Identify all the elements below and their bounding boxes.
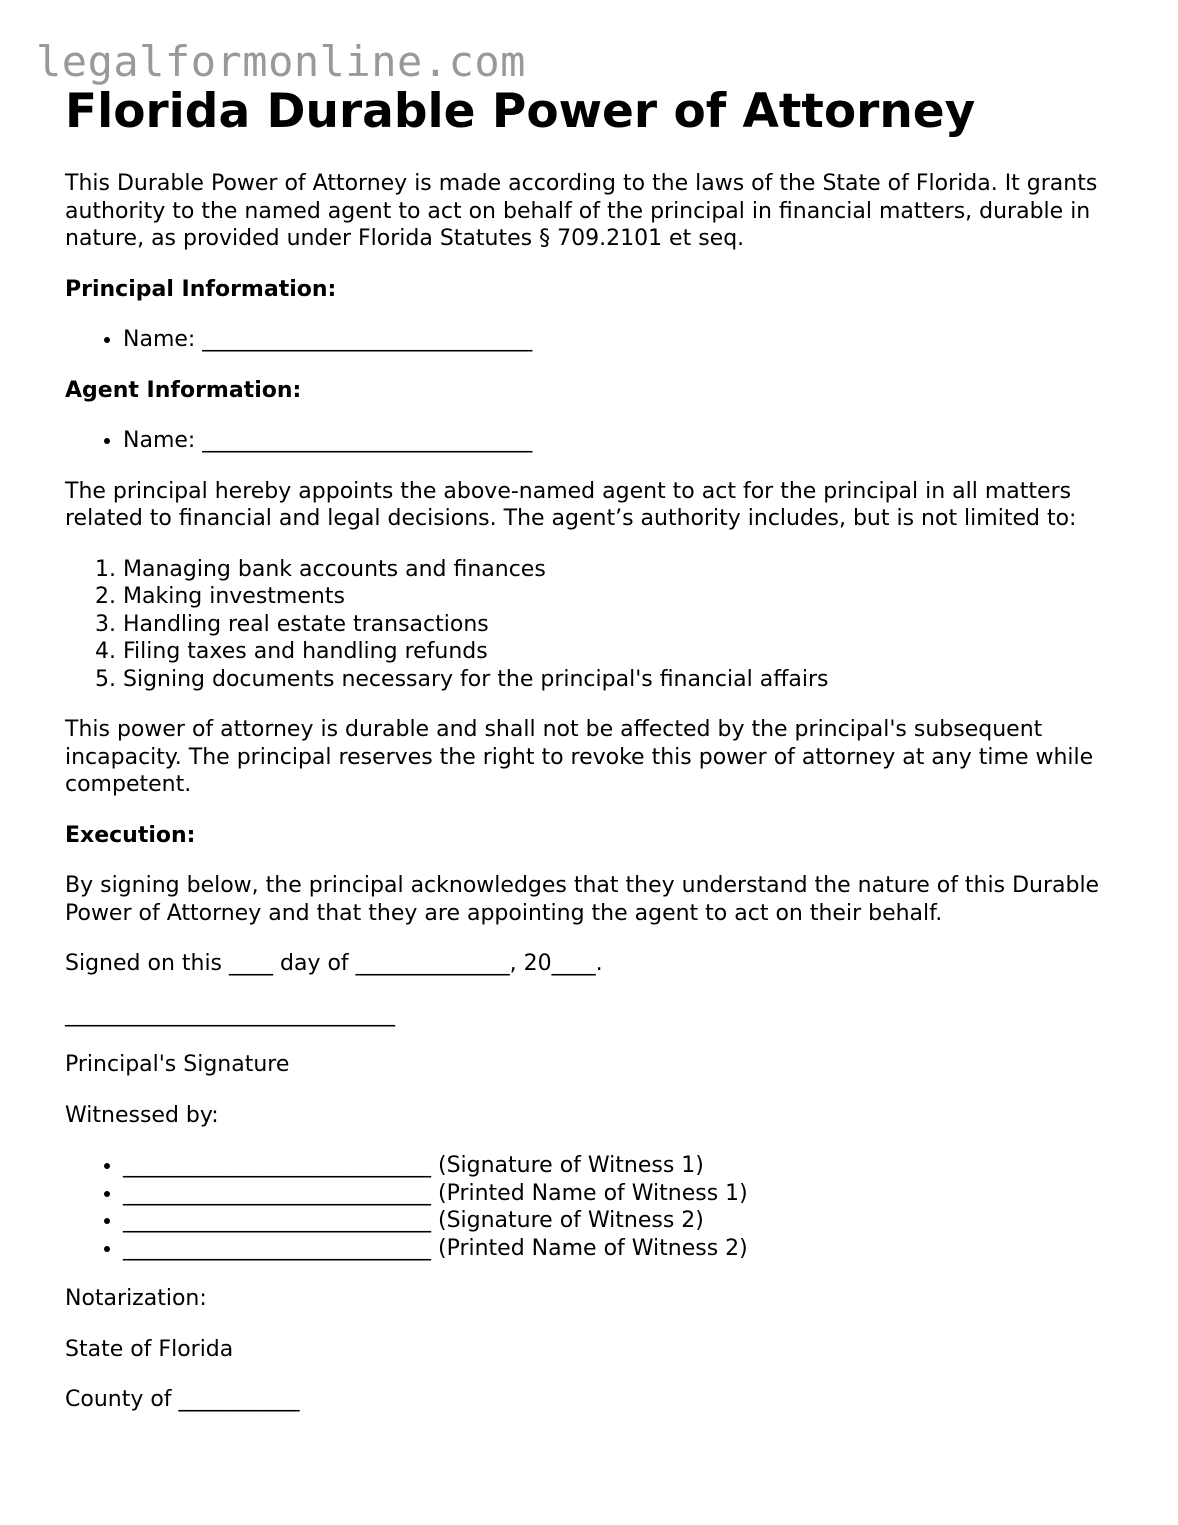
principal-signature-line: ______________________________	[65, 1001, 395, 1027]
intro-paragraph: This Durable Power of Attorney is made according to the laws of the State of Florida. It grants authority to the named agent to act on behalf of the principal in financial matters, durable in nature, as provided under Florida Statutes § 709.2101 et seq.	[65, 171, 1098, 251]
list-item: 3. Handling real estate transactions	[123, 611, 1125, 639]
notary-state: State of Florida	[65, 1336, 234, 1362]
watermark: legalformonline.com	[36, 37, 526, 86]
document-title: Florida Durable Power of Attorney	[65, 84, 976, 139]
list-item: 4. Filing taxes and handling refunds	[123, 638, 1125, 666]
execution-heading: Execution:	[65, 822, 196, 848]
principal-heading: Principal Information:	[65, 276, 337, 302]
list-item: 1. Managing bank accounts and finances	[123, 556, 1125, 584]
notary-county: County of ___________	[65, 1387, 300, 1412]
witness-line: • ____________________________ (Signature of Witness 1)	[123, 1152, 1125, 1180]
appointment-paragraph: The principal hereby appoints the above-named agent to act for the principal in all matters related to financial and legal decisions. The agent’s authority includes, but is not limited to:	[65, 478, 1077, 531]
principal-list	[65, 326, 1125, 354]
execution-paragraph: By signing below, the principal acknowledges that they understand the nature of this Durable Power of Attorney and that they are appointing the agent to act on their behalf.	[65, 873, 1100, 926]
witness-list	[65, 1152, 1125, 1262]
powers-list	[65, 556, 1125, 694]
durability-paragraph: This power of attorney is durable and shall not be affected by the principal's subsequent incapacity. The principal reserves the right to revoke this power of attorney at any time while competent.	[65, 717, 1094, 797]
witness-line: • ____________________________ (Signature of Witness 2)	[123, 1207, 1125, 1235]
list-item: 2. Making investments	[123, 583, 1125, 611]
agent-list	[65, 427, 1125, 455]
principal-signature-label: Principal's Signature	[65, 1052, 290, 1077]
principal-name-field: • Name: ______________________________	[123, 326, 1125, 354]
witness-line: • ____________________________ (Printed Name of Witness 2)	[123, 1235, 1125, 1263]
agent-name-field: • Name: ______________________________	[123, 427, 1125, 455]
notarization-label: Notarization:	[65, 1286, 207, 1311]
signed-on-line: Signed on this ____ day of ______________, 20____.	[65, 951, 603, 976]
witness-line: • ____________________________ (Printed Name of Witness 1)	[123, 1180, 1125, 1208]
document	[65, 82, 1125, 1414]
witnessed-by-label: Witnessed by:	[65, 1102, 219, 1128]
agent-heading: Agent Information:	[65, 377, 302, 403]
list-item: 5. Signing documents necessary for the principal's financial affairs	[123, 666, 1125, 694]
